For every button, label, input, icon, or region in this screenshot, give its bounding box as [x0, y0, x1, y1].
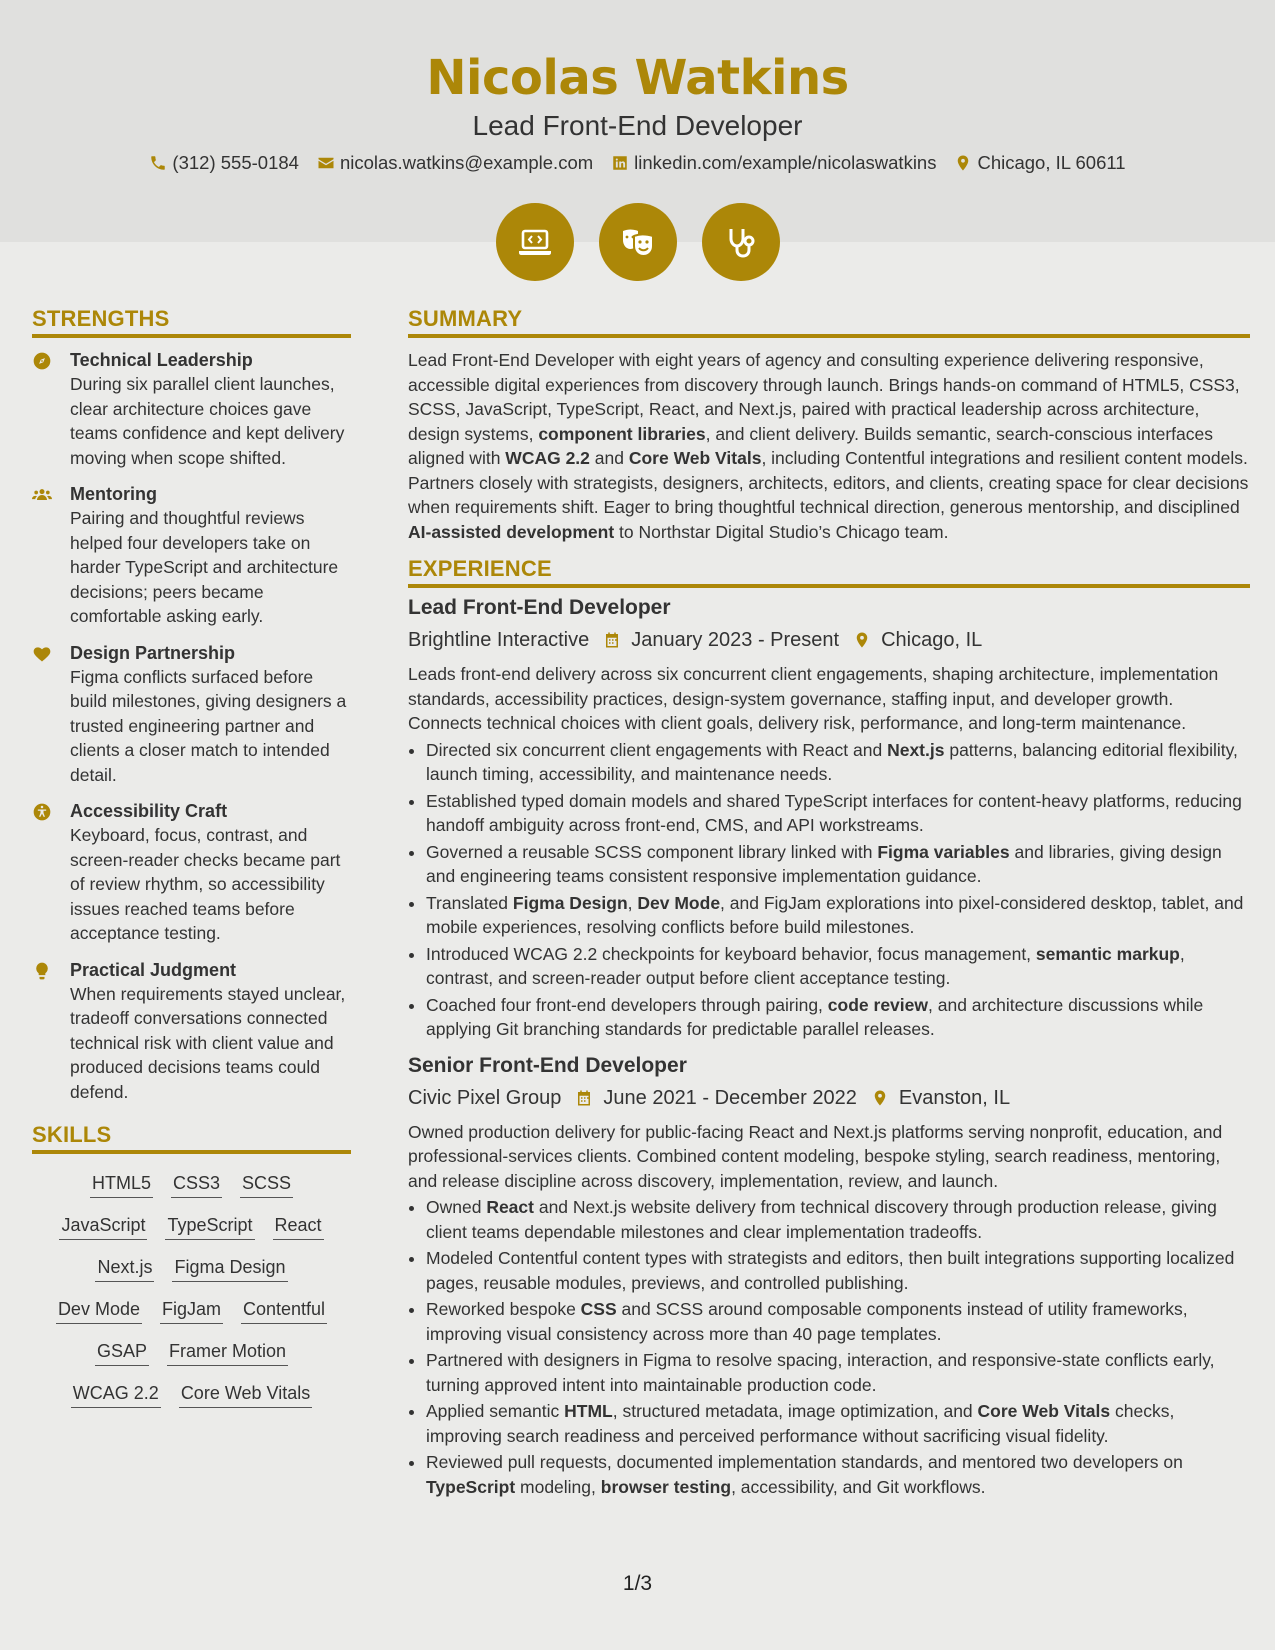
skill-tag: Figma Design — [172, 1256, 287, 1282]
interest-badges — [0, 203, 1275, 281]
skills-heading: SKILLS — [32, 1122, 351, 1154]
bold-keyword: code review — [827, 994, 928, 1015]
skill-tag: CSS3 — [171, 1172, 222, 1198]
strength-text: Keyboard, focus, contrast, and screen-reader checks became part of review rhythm, so accessibility issues reached teams before acceptance testing. — [70, 825, 341, 943]
bullet-item — [426, 993, 1250, 1042]
accessibility-icon — [32, 802, 52, 822]
job-dates: January 2023 - Present — [631, 629, 840, 651]
job-entry — [408, 1052, 1250, 1500]
job-location: Chicago, IL — [881, 629, 983, 651]
bullet-item — [426, 891, 1250, 940]
theater-masks-icon — [618, 222, 658, 262]
job-bullets — [408, 738, 1250, 1042]
text-run: checks, improving search readiness and perceived performance without sacrificing visual fidelity. — [426, 1401, 1175, 1446]
skill-tag: WCAG 2.2 — [71, 1382, 161, 1408]
text-run: Applied semantic — [426, 1401, 565, 1421]
text-run: Lead Front-End Developer with eight years of agency and consulting experience delivering responsive, accessible digital experiences from discovery through launch. Brings hands-on command of HTML5, CSS3, SCSS, JavaScript, TypeScript, React, and Next.js, paired with practical leadership across architecture, design systems, — [408, 350, 1240, 444]
bullet-item — [426, 1450, 1250, 1499]
text-run: Owned — [426, 1197, 487, 1217]
text-run: , and client delivery. Builds semantic, search-conscious interfaces aligned with — [408, 423, 1213, 468]
strength-text: During six parallel client launches, clear architecture choices gave teams confidence and kept delivery moving when scope shifted. — [70, 374, 345, 468]
text-run: Reworked bespoke — [426, 1299, 581, 1319]
skill-tag: Framer Motion — [167, 1340, 288, 1366]
text-run: modeling, — [515, 1476, 601, 1497]
text-run: , contrast, and screen-reader output before client acceptance testing. — [426, 943, 1185, 988]
skill-tag: Dev Mode — [56, 1298, 142, 1324]
strength-text: Figma conflicts surfaced before build milestones, giving designers a trusted engineering partner and clients a closer match to intended detail. — [70, 666, 347, 785]
text-run: Governed a reusable SCSS component library linked with — [426, 841, 878, 862]
text-run: and Next.js website delivery from technical discovery through production release, giving client teams dependable milestones and clear implementation tradeoffs. — [426, 1197, 1217, 1242]
candidate-name: Nicolas Watkins — [426, 50, 849, 106]
bullet-item — [426, 840, 1250, 889]
text-run: and — [589, 448, 629, 468]
text-run: , and FigJam explorations into pixel-considered desktop, tablet, and mobile experiences, resolving conflicts before build milestones. — [426, 892, 1244, 937]
lightbulb-icon — [32, 961, 52, 981]
badge-theater-masks — [599, 203, 677, 281]
bullet-item — [426, 1348, 1250, 1397]
bullet-item — [426, 789, 1250, 838]
text-run: Modeled Contentful content types with strategists and editors, then built integrations supporting localized pages, reusable modules, previews, and controlled publishing. — [426, 1248, 1235, 1293]
contact-location — [954, 152, 1125, 174]
job-company: Civic Pixel Group — [408, 1086, 562, 1109]
job-title: Senior Front-End Developer — [408, 1053, 687, 1077]
bold-keyword: CSS — [580, 1299, 617, 1319]
job-location: Evanston, IL — [898, 1086, 1011, 1109]
text-run: and libraries, giving design and engineering teams consistent responsive implementation guidance. — [426, 841, 1222, 886]
job-meta — [408, 626, 1250, 654]
linkedin-text: linkedin.com/example/nicolaswatkins — [634, 152, 937, 173]
skill-tag: React — [273, 1214, 324, 1240]
text-run: , and architecture discussions while applying Git branching standards for predictable parallel releases. — [426, 994, 1204, 1039]
skill-tag: Core Web Vitals — [179, 1382, 312, 1408]
text-run: Established typed domain models and shared TypeScript interfaces for content-heavy platforms, reducing handoff ambiguity across front-end, CMS, and API workstreams. — [426, 790, 1242, 835]
job-bullets — [408, 1195, 1250, 1499]
job-meta — [408, 1084, 1250, 1112]
text-run: Coached four front-end developers through pairing, — [426, 994, 828, 1015]
skill-tag: HTML5 — [90, 1172, 153, 1198]
bold-keyword: AI-assisted development — [408, 521, 615, 542]
skill-tag: Contentful — [241, 1298, 327, 1324]
skills-list — [32, 1164, 351, 1416]
job-dates: June 2021 - December 2022 — [603, 1086, 857, 1109]
strength-text: When requirements stayed unclear, tradeoff conversations connected technical risk with client value and produced decisions teams could defend. — [70, 983, 346, 1102]
strength-title: Mentoring — [70, 484, 157, 504]
users-icon — [32, 485, 52, 505]
strength-item — [32, 348, 351, 470]
summary-heading: SUMMARY — [408, 306, 1250, 338]
email-icon — [317, 154, 335, 172]
phone-icon — [149, 154, 167, 172]
skill-tag: GSAP — [95, 1340, 149, 1366]
contact-bar — [0, 152, 1275, 174]
compass-icon — [32, 351, 52, 371]
calendar-icon — [603, 631, 621, 649]
text-run: , including Contentful integrations and resilient content models. Partners closely with strategists, designers, architects, editors, and clients, creating space for clear decisions when requirements shift. Eager to bring thoughtful technical direction, generous mentorship, and disciplined — [408, 448, 1249, 517]
strength-item — [32, 641, 351, 788]
strength-title: Technical Leadership — [70, 350, 253, 370]
heart-icon — [32, 644, 52, 664]
strength-title: Practical Judgment — [70, 959, 237, 980]
bold-keyword: Figma Design — [512, 892, 628, 913]
strength-item — [32, 482, 351, 629]
job-description: Leads front-end delivery across six concurrent client engagements, shaping architecture, implementation standards, accessibility practices, design-system governance, staffing input, and developer growth. Connects technical choices with client goals, delivery risk, performance, and long-term maintenance. — [408, 664, 1219, 733]
bullet-item — [426, 1297, 1250, 1346]
bold-keyword: Core Web Vitals — [628, 448, 762, 468]
location-icon — [853, 631, 871, 649]
bold-keyword: HTML — [564, 1401, 613, 1421]
badge-stethoscope — [702, 203, 780, 281]
email-text: nicolas.watkins@example.com — [339, 152, 594, 173]
experience-heading: EXPERIENCE — [408, 556, 1250, 588]
bold-keyword: WCAG 2.2 — [505, 448, 590, 468]
text-run: Reviewed pull requests, documented implementation standards, and mentored two developers on — [426, 1452, 1183, 1472]
location-text: Chicago, IL 60611 — [977, 152, 1126, 173]
bullet-item — [426, 1246, 1250, 1295]
bullet-item — [426, 1399, 1250, 1448]
bold-keyword: TypeScript — [426, 1476, 516, 1497]
text-run: to Northstar Digital Studio’s Chicago team. — [614, 521, 949, 542]
skill-tag: Next.js — [95, 1256, 154, 1282]
skill-tag: FigJam — [160, 1298, 223, 1324]
text-run: , structured metadata, image optimization, and — [612, 1401, 978, 1421]
skill-tag: TypeScript — [165, 1214, 254, 1240]
skill-tag: JavaScript — [59, 1214, 147, 1240]
location-icon — [871, 1089, 889, 1107]
phone-text: (312) 555-0184 — [172, 152, 299, 173]
strength-text: Pairing and thoughtful reviews helped four developers take on harder TypeScript and architecture decisions; peers became comfortable asking early. — [70, 508, 339, 626]
text-run: patterns, balancing editorial flexibility, launch timing, accessibility, and maintenance needs. — [426, 739, 1238, 784]
bullet-item — [426, 1195, 1250, 1244]
right-column — [408, 306, 1250, 1509]
bold-keyword: Figma variables — [877, 841, 1010, 862]
bullet-item — [426, 738, 1250, 787]
strength-title: Accessibility Craft — [70, 801, 228, 821]
experience-list — [408, 594, 1250, 1499]
text-run: Directed six concurrent client engagements with React and — [426, 739, 888, 760]
page-number: 1/3 — [622, 1572, 653, 1595]
linkedin-icon — [611, 154, 629, 172]
job-description: Owned production delivery for public-facing React and Next.js platforms serving nonprofit, education, and professional-services clients. Combined content modeling, bespoke styling, search readiness, mentoring, and release discipline across discovery, implementation, review, and launch. — [408, 1121, 1223, 1191]
laptop-code-icon — [515, 222, 555, 262]
candidate-title: Lead Front-End Developer — [472, 110, 803, 141]
strength-item — [32, 799, 351, 946]
stethoscope-icon — [721, 222, 761, 262]
contact-phone[interactable] — [149, 152, 299, 174]
strength-title: Design Partnership — [70, 642, 236, 663]
job-entry — [408, 594, 1250, 1042]
skill-tag: SCSS — [240, 1172, 293, 1198]
bold-keyword: Core Web Vitals — [977, 1401, 1111, 1421]
bold-keyword: React — [486, 1197, 534, 1217]
job-company: Brightline Interactive — [408, 629, 590, 651]
text-run: and SCSS around composable components instead of utility frameworks, improving visual consistency across more than 40 page templates. — [426, 1299, 1188, 1344]
strength-item — [32, 958, 351, 1105]
bold-keyword: browser testing — [600, 1476, 732, 1497]
text-run: Partnered with designers in Figma to resolve spacing, interaction, and responsive-state conflicts early, turning approved intent into maintainable production code. — [426, 1350, 1215, 1395]
contact-linkedin[interactable] — [611, 152, 936, 174]
contact-email[interactable] — [317, 152, 593, 174]
text-run: Introduced WCAG 2.2 checkpoints for keyboard behavior, focus management, — [426, 943, 1036, 964]
calendar-icon — [575, 1089, 593, 1107]
bold-keyword: Next.js — [887, 739, 945, 760]
left-column — [32, 306, 351, 1416]
strengths-heading: STRENGTHS — [32, 306, 351, 338]
bold-keyword: Dev Mode — [637, 892, 721, 913]
text-run: , — [627, 892, 638, 913]
text-run: Translated — [426, 892, 513, 913]
badge-laptop-code — [496, 203, 574, 281]
summary-text — [408, 348, 1250, 544]
location-icon — [954, 154, 972, 172]
job-title: Lead Front-End Developer — [408, 596, 671, 619]
text-run: , accessibility, and Git workflows. — [731, 1476, 986, 1497]
bold-keyword: semantic markup — [1035, 943, 1180, 964]
bold-keyword: component libraries — [538, 423, 706, 444]
bullet-item — [426, 942, 1250, 991]
